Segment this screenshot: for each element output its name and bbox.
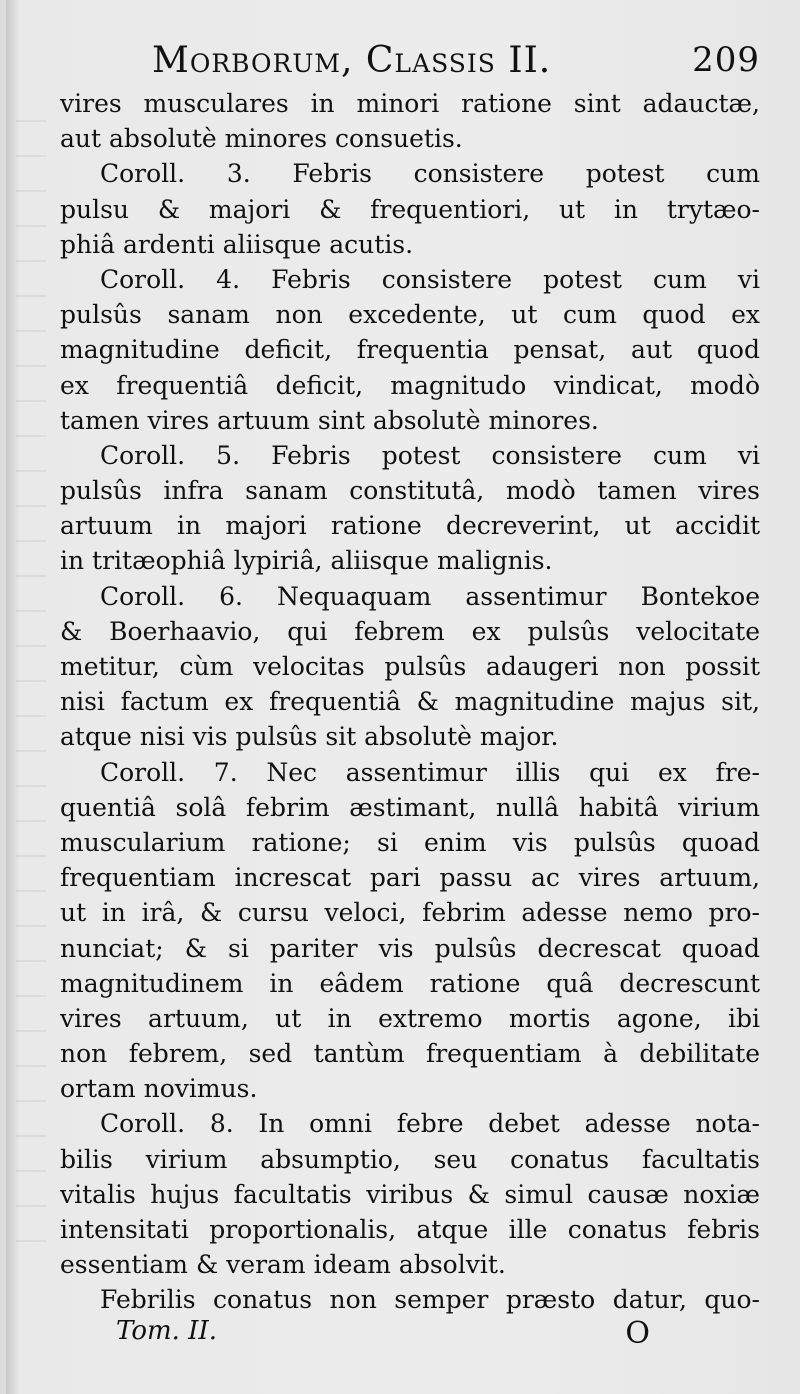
text-line: metitur, cùm velocitas pulsûs adaugeri non possit [60,652,760,681]
text-line: vires musculares in minori ratione sint adauctæ, [60,89,760,118]
text-line: in tritæophiâ lypiriâ, aliisque malignis. [60,546,553,576]
corollary-heading-line: Coroll. 5. Febris potest consistere cum vi [100,440,760,470]
text-line: magnitudine deficit, frequentia pensat, aut quod [60,335,760,365]
text-line: & Boerhaavio, qui febrem ex pulsûs velocitate [60,616,760,646]
text-line: intensitati proportionalis, atque ille conatus febris [60,1215,760,1244]
text-line: nunciat; & si pariter vis pulsûs decrescat quoad [60,933,760,963]
text-line: pulsu & majori & frequentiori, ut in trytæo- [60,194,760,224]
text-line: quentiâ solâ febrim æstimant, nullâ habitâ virium [60,792,760,822]
text-line: muscularium ratione; si enim vis pulsûs quoad [60,827,760,857]
signature-mark: O [625,1316,650,1351]
corollary-heading-line: Coroll. 7. Nec assentimur illis qui ex fre- [100,757,760,787]
text-line: ut in irâ, & cursu veloci, febrim adesse nemo pro- [60,898,760,928]
corollary-heading-line: Coroll. 3. Febris consistere potest cum [100,159,760,189]
text-line: phiâ ardenti aliisque acutis. [60,229,414,259]
text-line: nisi factum ex frequentiâ & magnitudine majus sit, [60,687,760,717]
corollary-heading-line: Coroll. 6. Nequaquam assentimur Bontekoe [100,581,760,611]
text-line: artuum in majori ratione decreverint, ut accidit [60,511,760,541]
running-title: Morborum, Classis II. [152,40,552,81]
text-line: vitalis hujus facultatis viribus & simul causæ noxiæ [60,1179,760,1209]
page-number: 209 [692,40,760,80]
text-line: ortam novimus. [60,1074,258,1104]
text-line: non febrem, sed tantùm frequentiam à debilitate [60,1039,760,1069]
text-body [60,86,760,1318]
corollary-heading-line: Coroll. 4. Febris consistere potest cum vi [100,264,760,294]
show-through-shadow [16,120,46,1270]
running-header [152,40,760,90]
text-line: Febrilis conatus non semper præsto datur, quo- [100,1285,760,1315]
page-footer [116,1316,650,1356]
text-line: pulsûs infra sanam constitutâ, modò tamen vires [60,476,760,506]
text-line: vires artuum, ut in extremo mortis agone, ibi [60,1003,760,1033]
book-page [6,0,800,1394]
volume-mark: Tom. II. [116,1316,217,1346]
text-line: magnitudinem in eâdem ratione quâ decrescunt [60,968,760,998]
text-line: aut absolutè minores consuetis. [60,124,463,154]
text-line: pulsûs sanam non excedente, ut cum quod ex [60,300,760,330]
text-line: essentiam & veram ideam absolvit. [60,1250,506,1280]
corollary-heading-line: Coroll. 8. In omni febre debet adesse nota- [100,1109,760,1139]
text-line: ex frequentiâ deficit, magnitudo vindicat, modò [60,370,760,400]
text-line: bilis virium absumptio, seu conatus facultatis [60,1144,760,1174]
text-line: tamen vires artuum sint absolutè minores. [60,405,599,435]
text-line: frequentiam increscat pari passu ac vires artuum, [60,863,760,893]
text-line: atque nisi vis pulsûs sit absolutè major. [60,722,559,752]
